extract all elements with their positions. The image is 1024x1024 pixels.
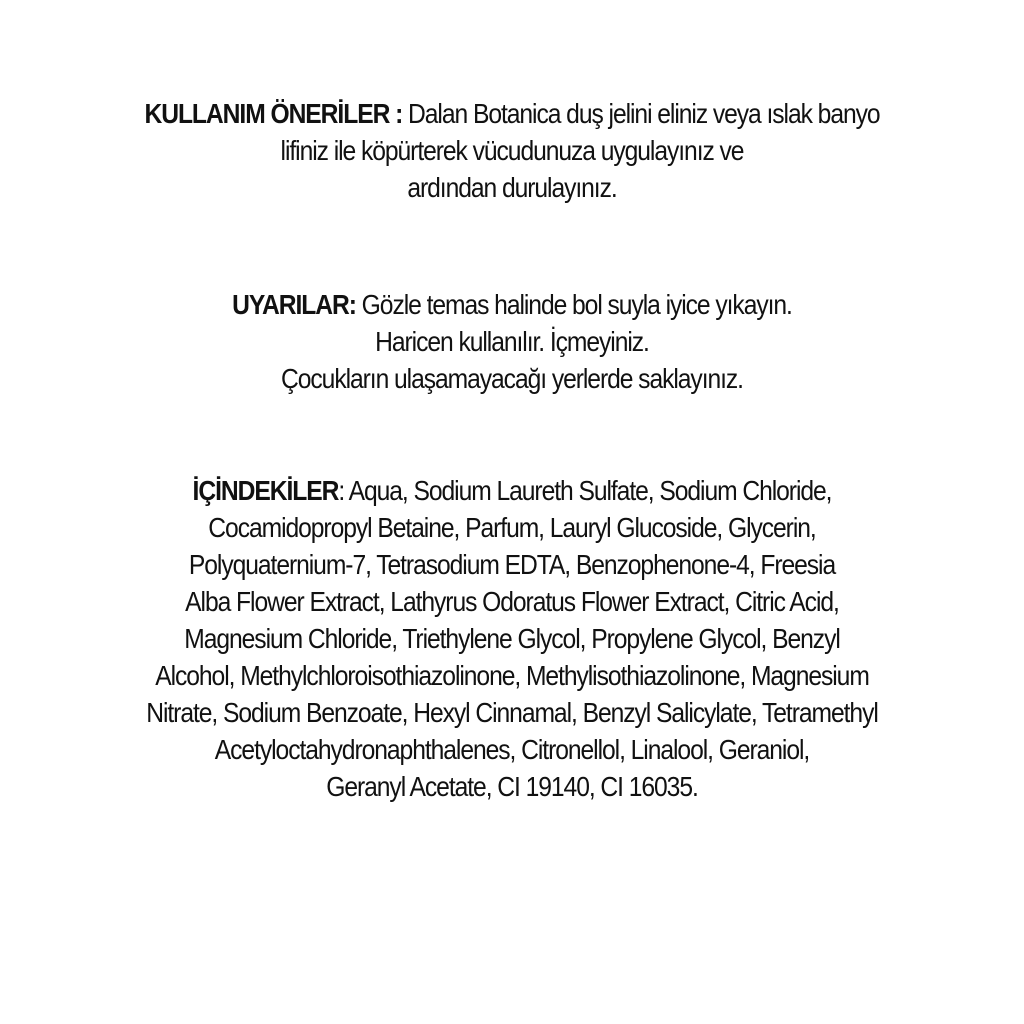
usage-section [0,95,1024,206]
warnings-text: Gözle temas halinde bol suyla iyice yıkayın. [355,289,792,320]
ingredients-heading: İÇİNDEKİLER [192,475,339,506]
usage-line-2: lifiniz ile köpürterek vücudunuza uygulayınız ve [280,135,744,166]
warnings-line-2: Haricen kullanılır. İçmeyiniz. [375,326,649,357]
ingredients-line-2: Cocamidopropyl Betaine, Parfum, Lauryl Glucoside, Glycerin, [208,512,816,543]
ingredients-line-1 [61,472,962,509]
ingredients-text: : Aqua, Sodium Laureth Sulfate, Sodium Chloride, [338,475,832,506]
usage-line-1 [61,95,962,132]
ingredients-line-6: Alcohol, Methylchloroisothiazolinone, Methylisothiazolinone, Magnesium [155,660,869,691]
ingredients-line-4: Alba Flower Extract, Lathyrus Odoratus Flower Extract, Citric Acid, [185,586,839,617]
ingredients-line-8: Acetyloctahydronaphthalenes, Citronellol, Linalool, Geraniol, [214,734,810,765]
usage-text: Dalan Botanica duş jelini eliniz veya ıslak banyo [402,98,880,129]
ingredients-line-9: Geranyl Acetate, CI 19140, CI 16035. [326,771,698,802]
warnings-line-3: Çocukların ulaşamayacağı yerlerde saklayınız. [281,363,743,394]
warnings-heading: UYARILAR: [232,289,356,320]
ingredients-section [0,472,1024,805]
usage-heading: KULLANIM ÖNERİLER : [144,98,403,129]
ingredients-line-3: Polyquaternium-7, Tetrasodium EDTA, Benzophenone-4, Freesia [188,549,836,580]
usage-line-3: ardından durulayınız. [407,172,617,203]
warnings-section [0,286,1024,397]
ingredients-line-7: Nitrate, Sodium Benzoate, Hexyl Cinnamal, Benzyl Salicylate, Tetramethyl [146,697,878,728]
warnings-line-1 [61,286,962,323]
ingredients-line-5: Magnesium Chloride, Triethylene Glycol, Propylene Glycol, Benzyl [184,623,840,654]
